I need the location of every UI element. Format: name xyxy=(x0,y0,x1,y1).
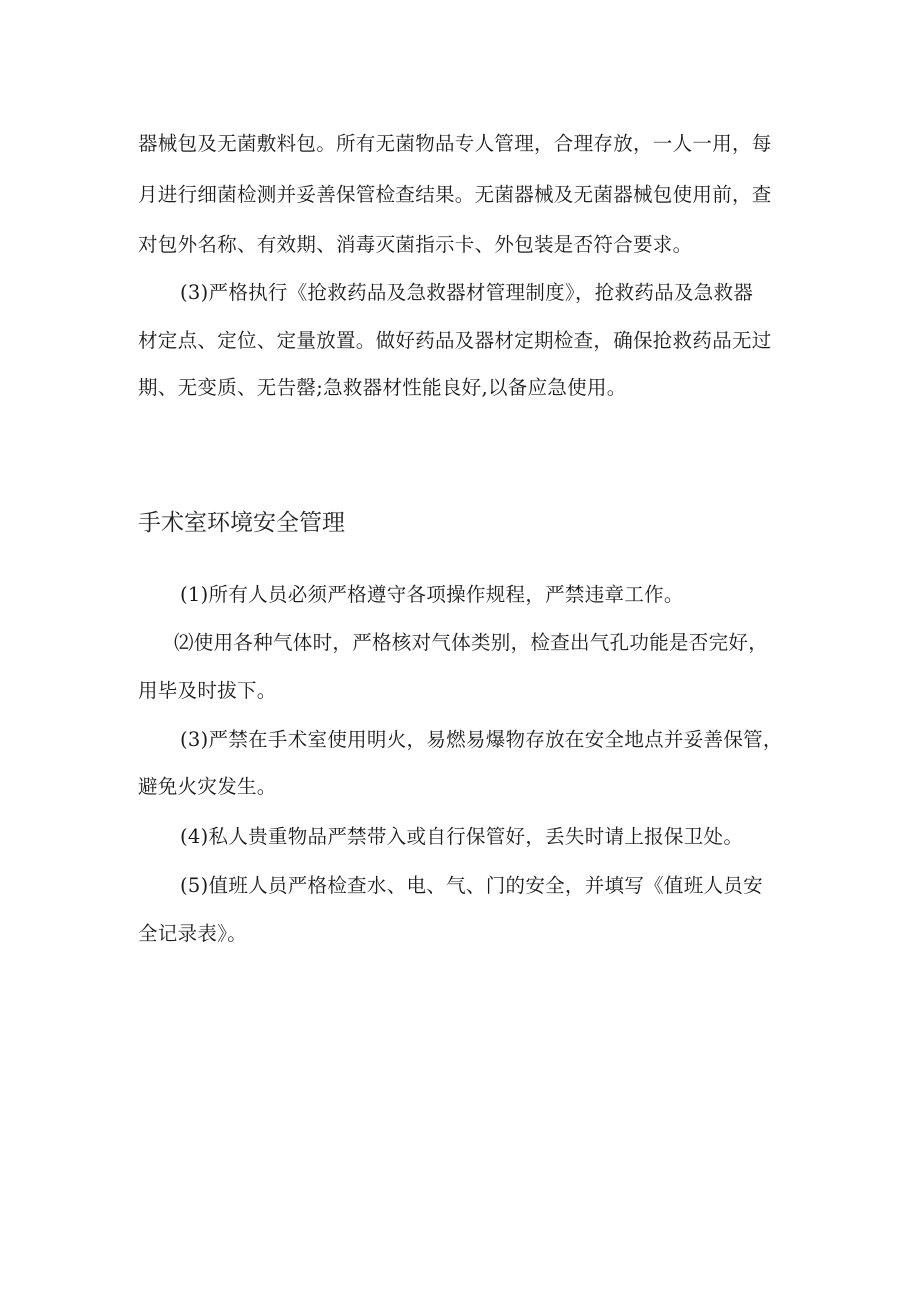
list-item: (5)值班人员严格检查水、电、气、门的安全，并填写《值班人员安 xyxy=(180,874,763,897)
paragraph-line: 期、无变质、无告罄;急救器材性能良好,以备应急使用。 xyxy=(138,376,627,399)
paragraph-line: 器械包及无菌敷料包。所有无菌物品专人管理，合理存放，一人一用，每 xyxy=(138,132,772,155)
list-item: (4)私人贵重物品严禁带入或自行保管好，丢失时请上报保卫处。 xyxy=(180,825,744,848)
list-item: ⑵使用各种气体时，严格核对气体类别，检查出气孔功能是否完好， xyxy=(174,631,769,654)
paragraph-line: 材定点、定位、定量放置。做好药品及器材定期检查，确保抢救药品无过 xyxy=(138,329,772,352)
list-item: (3)严禁在手术室使用明火，易燃易爆物存放在安全地点并妥善保管， xyxy=(180,728,783,751)
paragraph-line: 对包外名称、有效期、消毒灭菌指示卡、外包装是否符合要求。 xyxy=(138,233,693,256)
section-heading: 手术室环境安全管理 xyxy=(138,510,345,536)
list-item-continuation: 避免火灾发生。 xyxy=(138,775,277,798)
list-item: (1)所有人员必须严格遵守各项操作规程，严禁违章工作。 xyxy=(180,583,684,606)
list-item-continuation: 用毕及时拔下。 xyxy=(138,679,277,702)
list-item-continuation: 全记录表》。 xyxy=(138,922,248,945)
paragraph-line: (3)严格执行《抢救药品及急救器材管理制度》，抢救药品及急救器 xyxy=(180,281,754,304)
paragraph-line: 月进行细菌检测并妥善保管检查结果。无菌器械及无菌器械包使用前，查 xyxy=(138,183,772,206)
